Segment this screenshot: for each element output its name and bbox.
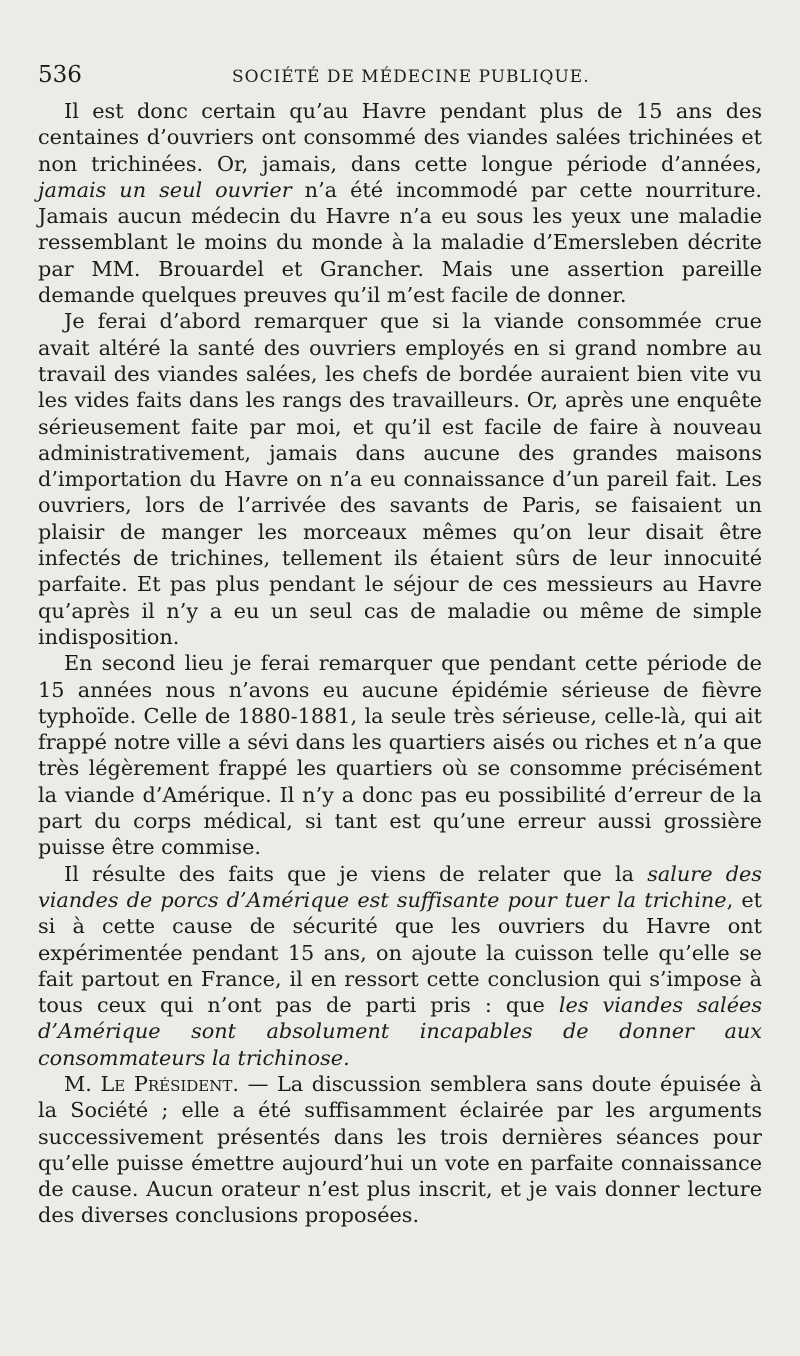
italic-segment: jamais un seul ouvrier xyxy=(38,177,292,202)
text-segment: Je ferai d’abord remarquer que si la viande consommée crue avait altéré la santé des ouvriers employés en si grand nombre au travail des viandes salées, les chefs de bordée auraient bien vite vu les vides faits dans les rangs des travailleurs. Or, après une enquête sérieusement faite par moi, et qu’il est facile de faire à nouveau administrativement, jamais dans aucune des grandes maisons d’importation du Havre on n’a eu connaissance d’un pareil fait. Les ouvriers, lors de l’arrivée des savants de Paris, se faisaient un plaisir de manger les morceaux mêmes qu’on leur disait être infectés de trichines, tellement ils étaient sûrs de leur innocuité parfaite. Et pas plus pendant le séjour de ces messieurs au Havre qu’après il n’y a eu un seul cas de maladie ou même de simple indisposition. xyxy=(38,309,762,649)
document-body xyxy=(38,98,762,1229)
italic-segment: les viandes salées d’Amérique sont absolument incapables de donner aux consommateurs la trichinose. xyxy=(38,993,762,1070)
paragraph xyxy=(38,308,762,650)
paragraph xyxy=(38,98,762,308)
page-number: 536 xyxy=(38,62,82,88)
text-segment: La discussion semblera sans doute épuisée à la Société ; elle a été suffisamment éclairée par les arguments successivement présentés dans les trois dernières séances pour qu’elle puisse émettre aujourd’hui un vote en parfaite connaissance de cause. Aucun orateur n’est plus inscrit, et je vais donner lecture des diverses conclusions proposées. xyxy=(38,1071,762,1228)
text-segment: , et si à cette cause de sécurité que les ouvriers du Havre ont expérimentée pendant 15 ans, on ajoute la cuisson telle qu’elle se fait partout en France, il en ressort cette conclusion qui s’impose à tous ceux qui n’ont pas de parti pris : que xyxy=(38,887,762,1018)
paragraph xyxy=(38,650,762,860)
running-title: SOCIÉTÉ DE MÉDECINE PUBLIQUE. xyxy=(232,67,590,87)
paragraph xyxy=(38,861,762,1071)
text-segment: Il résulte des faits que je viens de relater que la xyxy=(64,861,648,886)
speaker-label: M. Le Président. — xyxy=(64,1071,269,1096)
text-segment: En second lieu je ferai remarquer que pendant cette période de 15 années nous n’avons eu aucune épidémie sérieuse de fièvre typhoïde. Celle de 1880-1881, la seule très sérieuse, celle-là, qui ait frappé notre ville a sévi dans les quartiers aisés ou riches et n’a que très légèrement frappé les quartiers où se consomme précisément la viande d’Amérique. Il n’y a donc pas eu possibilité d’erreur de la part du corps médical, si tant est qu’une erreur aussi grossière puisse être commise. xyxy=(38,651,762,860)
paragraph xyxy=(38,1071,762,1229)
italic-segment: salure des viandes de porcs d’Amérique est suffisante pour tuer la trichine xyxy=(38,861,762,912)
text-segment: Il est donc certain qu’au Havre pendant plus de 15 ans des centaines d’ouvriers ont consommé des viandes salées trichinées et non trichinées. Or, jamais, dans cette longue période d’années, xyxy=(38,99,762,176)
text-segment: n’a été incommodé par cette nourriture. Jamais aucun médecin du Havre n’a eu sous les yeux une maladie ressemblant le moins du monde à la maladie d’Emersleben décrite par MM. Brouardel et Grancher. Mais une assertion pareille demande quelques preuves qu’il m’est facile de donner. xyxy=(38,177,762,308)
page-header xyxy=(38,62,762,96)
